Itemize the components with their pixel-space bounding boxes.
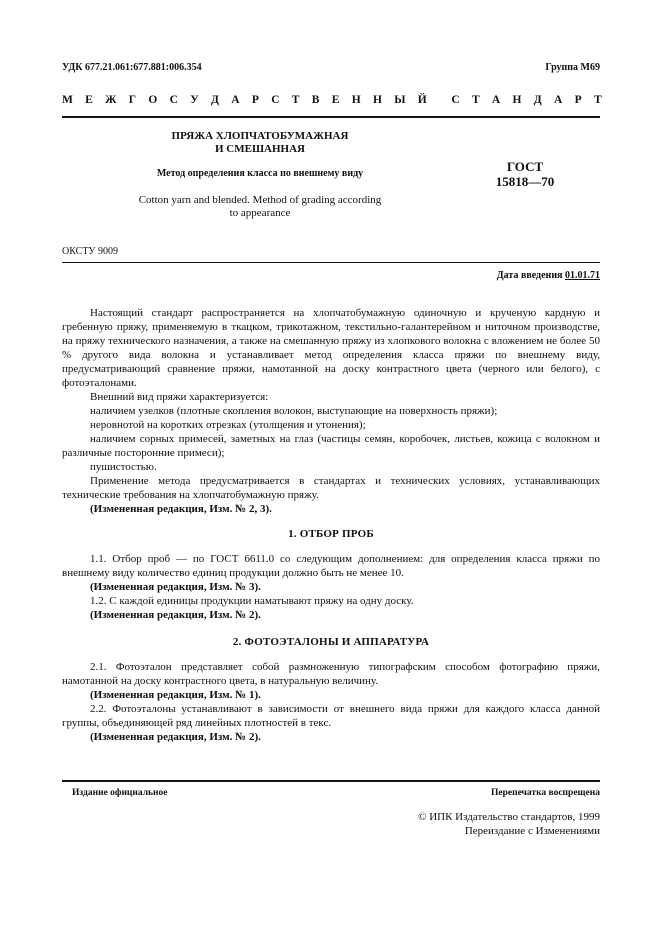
clause-1-1-note: (Измененная редакция, Изм. № 3).: [90, 581, 261, 593]
heading-letter: У: [190, 94, 199, 106]
heading-letter: А: [231, 94, 240, 106]
section-2-title: 2. ФОТОЭТАЛОНЫ И АППАРАТУРА: [232, 636, 430, 648]
intro-paragraph-2: Внешний вид пряжи характеризуется:: [90, 391, 269, 403]
publisher-block: [418, 810, 600, 838]
copyright-line: © ИПК Издательство стандартов, 1999: [418, 811, 600, 823]
heading-letter: С: [451, 94, 460, 106]
document-title: [100, 130, 420, 156]
heading-letter: А: [491, 94, 501, 106]
clause-1-2: 1.2. С каждой единицы продукции наматывают пряжу на одну доску.: [90, 595, 414, 607]
heading-letter: М: [62, 94, 73, 106]
section-1-title: 1. ОТБОР ПРОБ: [288, 528, 374, 540]
intro-paragraph-3: наличием узелков (плотные скопления волокон, выступающие на поверхность пряжи);: [90, 405, 498, 417]
heading-letter: Т: [471, 94, 480, 106]
standard-type-heading: [62, 94, 602, 106]
heading-letter: Д: [211, 94, 219, 106]
reissue-line: Переиздание с Изменениями: [464, 825, 600, 837]
heading-letter: Ж: [105, 94, 117, 106]
heading-letter: В: [311, 94, 320, 106]
clause-2-2-note: (Измененная редакция, Изм. № 2).: [90, 731, 261, 743]
intro-date: [497, 270, 600, 281]
clause-1-2-note: (Измененная редакция, Изм. № 2).: [90, 609, 261, 621]
udk-code: УДК 677.21.061:677.881:006.354: [62, 62, 202, 73]
intro-paragraph-1: Настоящий стандарт распространяется на хлопчатобумажную одиночную и крученую кардную и гребенную пряжу, применяемую в ткацком, трикотажном, текстильно-галантерейном и ниточном производстве, на пряжу технического назначения, а также на смешанную пряжу из хлопкового волокна с вложением не более 50 % другого вида волокна и устанавливает метод определения класса пряжи по внешнему виду, предусматривающий сравнение пряжи, намотанной на доску контрастного цвета (черного или белого), с фотоэталонами.: [62, 307, 600, 390]
gost-number: 15818—70: [495, 174, 555, 189]
gost-designation: [470, 159, 580, 189]
heading-letter: Г: [128, 94, 137, 106]
footer-rule: [62, 780, 600, 782]
intro-paragraph-7: Применение метода предусматривается в стандартах и технических условиях, устанавливающих технические требования на хлопчатобумажную пряжу.: [62, 475, 600, 502]
method-subtitle: Метод определения класса по внешнему виду: [156, 168, 364, 179]
heading-letter: Е: [85, 94, 93, 106]
title-line-2: И СМЕШАННАЯ: [215, 143, 305, 155]
heading-letter: Й: [417, 94, 427, 106]
intro-paragraph-4: неровнотой на коротких отрезках (утолщения и утонения);: [90, 419, 366, 431]
intro-paragraph-6: пушистостью.: [90, 461, 157, 473]
english-title-line-1: Cotton yarn and blended. Method of grading according: [138, 194, 382, 206]
clause-1-1: 1.1. Отбор проб — по ГОСТ 6611.0 со следующим дополнением: для определения класса пряжи по внешнему виду количество единиц продукции должно быть не менее 10.: [62, 553, 600, 580]
okstu-code: ОКСТУ 9009: [62, 246, 119, 257]
english-title: [100, 194, 420, 220]
heading-letter: Т: [291, 94, 300, 106]
intro-amendment-note: (Измененная редакция, Изм. № 2, 3).: [90, 503, 272, 515]
clause-2-1-note: (Измененная редакция, Изм. № 1).: [90, 689, 261, 701]
heading-letter: Н: [372, 94, 382, 106]
heading-letter: Д: [533, 94, 542, 106]
title-line-1: ПРЯЖА ХЛОПЧАТОБУМАЖНАЯ: [171, 130, 349, 142]
heading-letter: Р: [574, 94, 582, 106]
heading-letter: Н: [512, 94, 522, 106]
okstu-rule: [62, 262, 600, 263]
intro-date-label: Дата введения: [496, 270, 565, 281]
clause-2-2: 2.2. Фотоэталоны устанавливают в зависимости от внешнего вида пряжи для каждого класса данной группы, объединяющей ряд линейных плотностей в текс.: [62, 703, 600, 730]
heading-letter: Т: [593, 94, 602, 106]
heading-letter: О: [148, 94, 158, 106]
intro-paragraph-5: наличием сорных примесей, заметных на глаз (частицы семян, коробочек, листьев, кожица с волокном и различные посторонние примеси);: [62, 433, 600, 460]
heading-letter: Н: [351, 94, 361, 106]
heading-letter: Р: [251, 94, 259, 106]
gost-label: ГОСТ: [506, 159, 544, 174]
heading-letter: Е: [331, 94, 340, 106]
heading-letter: Ы: [394, 94, 406, 106]
english-title-line-2: to appearance: [229, 207, 291, 219]
intro-date-value: 01.01.71: [565, 270, 600, 281]
heading-letter: А: [554, 94, 563, 106]
heading-letter: С: [271, 94, 280, 106]
group-code: Группа М69: [545, 62, 600, 73]
official-edition: Издание официальное: [72, 788, 168, 798]
heading-letter: С: [169, 94, 178, 106]
clause-2-1: 2.1. Фотоэталон представляет собой размноженную типографским способом фотографию пряжи, намотанной на доску контрастного цвета, в натуральную величину.: [62, 661, 600, 688]
reprint-prohibited: Перепечатка воспрещена: [490, 788, 600, 798]
header-rule: [62, 116, 600, 118]
